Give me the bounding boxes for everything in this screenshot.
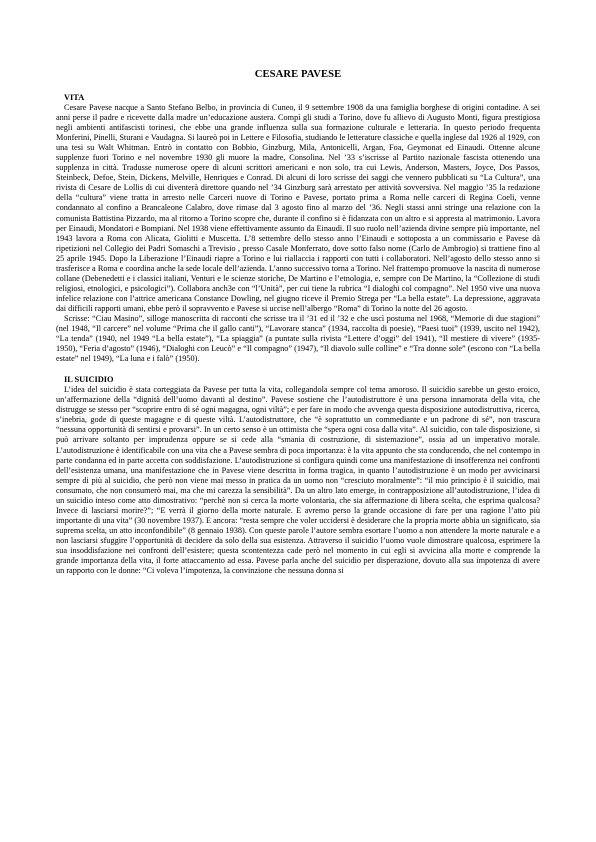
document-title: CESARE PAVESE: [254, 69, 342, 80]
document-page: [56, 68, 540, 576]
paragraph-vita-works: Scrisse: “Ciau Masino”, silloge manoscritta di racconti che scrisse tra il ’31 ed il ’32 e che uscì postuma nel 1968, “Memorie di due stagioni” (nel 1948, “Il carcere” nel volume “Prima che il gallo canti”), “Lavorare stanca” (1934, raccolta di poesie), “Paesi tuoi” (1939, uscito nel 1942), “La tenda” (1940, nel 1949 “La bella estate”), “La spiaggia” (a puntate sulla rivista “Lettere d’oggi” del 1941), “Il mestiere di vivere” (1935-1950), “Feria d’agosto” (1946), “Dialoghi con Leucò” e “Il compagno” (1947), “Il diavolo sulle colline” e “Tra donne sole” (escono con “La bella estate” nel 1949), “La luna e i falò” (1950).: [56, 313, 540, 364]
section-spacer: [56, 364, 540, 375]
paragraph-vita-biography: Cesare Pavese nacque a Santo Stefano Belbo, in provincia di Cuneo, il 9 settembre 1908 da una famiglia borghese di origini contadine. A sei anni perse il padre e ricevette dalla madre un’educazione austera. Compì gli studi a Torino, dove fu allievo di Augusto Monti, figura prestigiosa negli ambienti antifascisti torinesi, che ebbe una grande influenza sulla sua formazione culturale e letteraria. In questo periodo frequenta Monferini, Pinelli, Sturani e Vaudagna. Si laureò poi in Lettere e Filosofia, studiando le letterature classiche e quella inglese dal 1926 al 1929, con una tesi su Walt Whitman. Entrò in contatto con Bobbio, Ginzburg, Mila, Antonicelli, Argan, Foa, Geymonat ed Einaudi. Ottenne alcune supplenze fuori Torino e nel novembre 1930 gli muore la madre, Consolina. Nel ’33 s’iscrisse al Partito nazionale fascista ottenendo una supplenza in città. Tradusse numerose opere di alcuni scrittori americani e non solo, tra cui Lewis, Anderson, Masters, Joyce, Dos Passos, Steinbeck, Defoe, Stein, Dickens, Melville, Henriques e Conrad. Di alcuni di loro scrisse dei saggi che vennero pubblicati su “La Cultura”, una rivista di Cesare de Lollis di cui diventerà direttore quando nel ’34 Ginzburg sarà arrestato per attività sovversiva. Nel maggio ’35 la redazione della “cultura” viene tratta in arresto nelle Carceri nuove di Torino e Pavese, portato prima a Roma nelle carceri di Regina Coeli, venne condannato al confino a Brancaleone Calabro, dove rimase dal 3 agosto fino al marzo del ’36. Negli stassi anni stringe una relazione con la comunista Battistina Pizzardo, ma al ritorno a Torino scopre che, durante il confino si è fidanzata con un altro e si appresta al matrimonio. Lavora per Einaudi, Mondatori e Bompiani. Nel 1938 viene effettivamente assunto da Einaudi. Il suo ruolo nell’azienda divine sempre più importante, nel 1943 lavora a Roma con Alicata, Giolitti e Muscetta. L’8 settembre dello stesso anno l’Einaudi e sottoposta a un commissario e Pavese dà ripetizioni nel Collegio dei Padri Somaschi a Trevisio , presso Casale Monferrato, dove sotto falso nome (Carlo de Ambrogio) si trattiene fino al 25 aprile 1945. Dopo la Liberazione l’Einaudi riapre a Torino e lui riallaccia i rapporti con tutti i collaboratori. Nell’agosto dello stesso anno si trasferisce a Roma e coordina anche la sede locale dell’azienda. L’anno successivo torna a Torino. Nel frattempo promuove la nascita di numerose collane (Debenedetti e i classici italiani, Venturi e le scienze storiche, De Martino e l’etnologia, e, sempre con De Martino, la “Collezione di studi religiosi, etnologici, e psicologici”). Collabora anch3e con “l’Unità”, per cui tiene la rubrica “I dialoghi col compagno”. Nel 1950 vive una nuova infelice relazione con l’attrice americana Constance Dowling, nel giugno riceve il Premio Strega per “La bella estate”. La depressione, aggravata dai difficili rapporti umani, ebbe però il sopravvento e Pavese si uccise nell’albergo “Roma” di Torino la notte del 26 agosto.: [56, 103, 540, 313]
section-suicidio: [56, 375, 540, 576]
section-vita: [56, 93, 540, 364]
paragraph-suicidio: L’idea del suicidio è stata corteggiata da Pavese per tutta la vita, collegandola sempre col tema amoroso. Il suicidio sarebbe un gesto eroico, un’affermazione della “dignità dell’uomo davanti al destino”. Pavese sostiene che l’autodistruttore è una persona innamorata della vita, che distrugge se stesso per “scoprire entro di sé ogni magagna, ogni viltà”; e per fare in modo che avvenga questa disposizione autodistruttiva, ricerca, s’inebria, gode di queste magagne e di queste viltà. L’autodistruttore, che “è soprattutto un commediante e un padrone di sé”, non trascura “nessuna opportunità di sentirsi e provarsi”. In un certo senso è un ottimista che “spera ogni cosa dalla vita”. Al suicidio, con tale disposizione, si può arrivare soltanto per imprudenza oppure se si cede alla “smania di costruzione, di sistemazione”, ossia ad un imperativo morale. L’autodistruzione è identificabile con una vita che a Pavese sembra di poca importanza: è la vita appunto che sta conducendo, che nel contempo in parte condanna ed in parte accetta con soddisfazione. L’autodistruzione si configura quindi come una manifestazione di insofferenza nei confronti dell’esistenza umana, una manifestazione che in Pavese viene descritta in forma tragica, in quanto l’autodistruzione è un modo per avvicinarsi sempre di più al suicidio, che però non viene mai messo in pratica da un uomo non “cresciuto moralmente”: “il mio principio è il suicidio, mai consumato, che non consumerò mai, ma che mi carezza la sensibilità”. Da un altro lato emerge, in contrapposizione all’autodistruzione, l’idea di un suicidio inteso come atto dimostrativo: “perchè non si cerca la morte volontaria, che sia affermazione di libera scelta, che esprima qualcosa? Invece di lasciarsi morire?”; “E verrà il giorno della morte naturale. E avremo perso la grande occasione di fare per una ragione l’atto più importante di una vita” (30 novembre 1937). E ancora: “resta sempre che voler uccidersi è desiderare che la propria morte abbia un significato, sia suprema scelta, un atto inconfondibile” (8 gennaio 1938). Con queste parole l’autore sembra esortare l’uomo a non attendere la morte naturale e a non lasciarsi sfuggire l’opportunità di decidere da solo della sua esistenza. Attraverso il suicidio l’uomo vuole dimostrare qualcosa, esprimere la sua insoddisfazione nei confronti dell’esistere; questa scontentezza cade però nel momento in cui egli si avvicina alla morte e comprende la grande importanza della vita, il forte attaccamento ad essa. Pavese parla anche del suicidio per disperazione, dovuto alla sua impotenza di avere un rapporto con le donne: “Ci voleva l’impotenza, la convinzione che nessuna donna si: [56, 385, 540, 576]
section-heading-suicidio: IL SUICIDIO: [64, 375, 114, 385]
section-heading-vita: VITA: [64, 93, 85, 102]
